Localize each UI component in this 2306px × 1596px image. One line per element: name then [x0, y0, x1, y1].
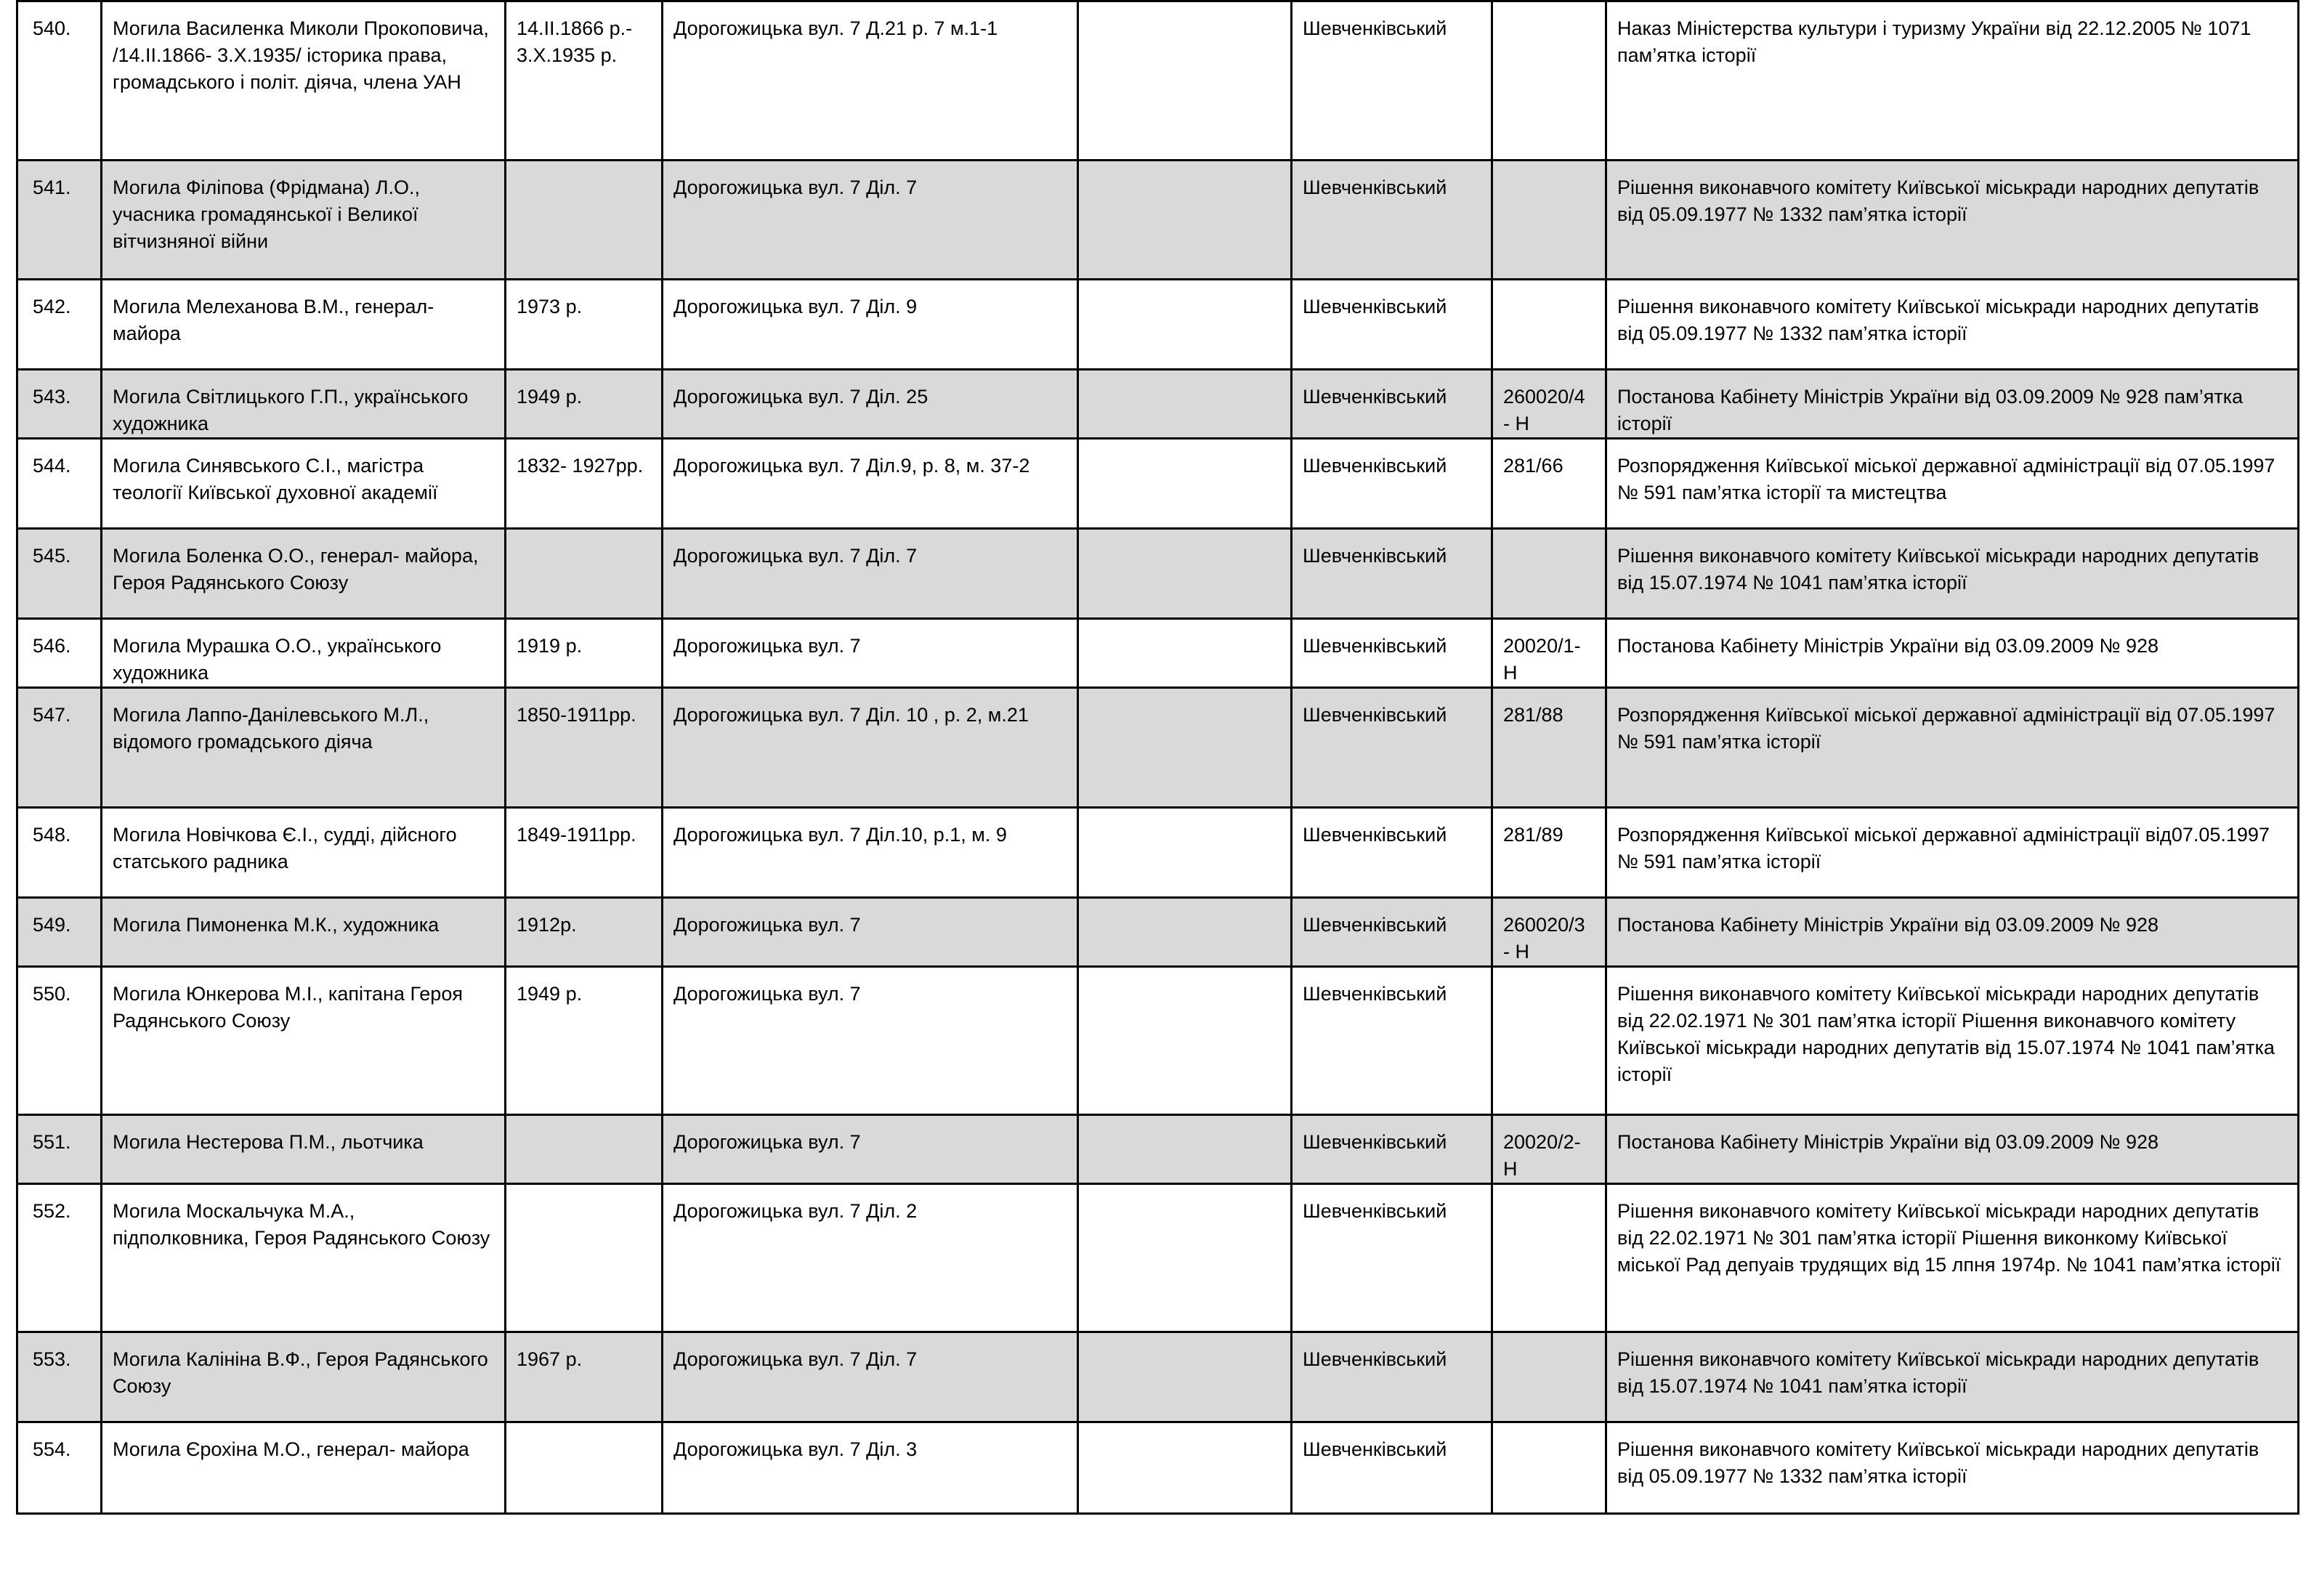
table-row [17, 1332, 2299, 1422]
empty-cell [1078, 529, 1292, 619]
empty-cell [1078, 1184, 1292, 1332]
protection-code: 281/89 [1492, 808, 1606, 898]
empty-cell [1078, 1422, 1292, 1514]
row-number: 546. [17, 619, 102, 688]
legal-document: Постанова Кабінету Міністрів України від 03.09.2009 № 928 пам’ятка історії [1606, 370, 2299, 439]
protection-code [1492, 161, 1606, 280]
grave-dates [506, 1184, 663, 1332]
grave-name: Могила Світлицького Г.П., українського художника [102, 370, 506, 439]
table-row [17, 898, 2299, 967]
legal-document: Рішення виконавчого комітету Київської міськради народних депутатів від 05.09.1977 № 1332 пам’ятка історії [1606, 161, 2299, 280]
district: Шевченківський [1292, 1422, 1492, 1514]
district: Шевченківський [1292, 688, 1492, 808]
legal-document: Рішення виконавчого комітету Київської міськради народних депутатів від 05.09.1977 № 1332 пам’ятка історії [1606, 1422, 2299, 1514]
grave-name: Могила Юнкерова М.І., капітана Героя Радянського Союзу [102, 967, 506, 1115]
grave-name: Могила Мурашка О.О., українського художника [102, 619, 506, 688]
district: Шевченківський [1292, 1332, 1492, 1422]
row-number: 542. [17, 280, 102, 370]
table-row [17, 1422, 2299, 1514]
row-number: 549. [17, 898, 102, 967]
table-row [17, 1184, 2299, 1332]
grave-dates [506, 1422, 663, 1514]
grave-dates: 1973 р. [506, 280, 663, 370]
empty-cell [1078, 619, 1292, 688]
empty-cell [1078, 967, 1292, 1115]
table-row [17, 161, 2299, 280]
row-number: 552. [17, 1184, 102, 1332]
row-number: 551. [17, 1115, 102, 1184]
empty-cell [1078, 370, 1292, 439]
grave-dates [506, 161, 663, 280]
grave-address: Дорогожицька вул. 7 [663, 619, 1078, 688]
protection-code: 281/66 [1492, 439, 1606, 529]
grave-address: Дорогожицька вул. 7 Діл. 9 [663, 280, 1078, 370]
protection-code [1492, 1332, 1606, 1422]
table-row [17, 529, 2299, 619]
protection-code [1492, 280, 1606, 370]
grave-dates: 1832- 1927рр. [506, 439, 663, 529]
legal-document: Рішення виконавчого комітету Київської міськради народних депутатів від 22.02.1971 № 301 пам’ятка історії Рішення виконкому Київської міської Рад депуаів трудящих від 15 лпня 1974р. № 1041 пам’ятка історії [1606, 1184, 2299, 1332]
protection-code: 260020/3 - Н [1492, 898, 1606, 967]
grave-dates: 1849-1911рр. [506, 808, 663, 898]
protection-code: 20020/1- Н [1492, 619, 1606, 688]
row-number: 548. [17, 808, 102, 898]
grave-dates [506, 529, 663, 619]
grave-address: Дорогожицька вул. 7 [663, 967, 1078, 1115]
protection-code [1492, 1422, 1606, 1514]
legal-document: Наказ Міністерства культури і туризму України від 22.12.2005 № 1071 пам’ятка історії [1606, 1, 2299, 161]
district: Шевченківський [1292, 1115, 1492, 1184]
grave-dates: 1912р. [506, 898, 663, 967]
empty-cell [1078, 898, 1292, 967]
district: Шевченківський [1292, 370, 1492, 439]
row-number: 544. [17, 439, 102, 529]
row-number: 554. [17, 1422, 102, 1514]
protection-code [1492, 529, 1606, 619]
grave-name: Могила Мелеханова В.М., генерал- майора [102, 280, 506, 370]
district: Шевченківський [1292, 161, 1492, 280]
row-number: 545. [17, 529, 102, 619]
district: Шевченківський [1292, 898, 1492, 967]
table-row [17, 439, 2299, 529]
legal-document: Рішення виконавчого комітету Київської міськради народних депутатів від 15.07.1974 № 1041 пам’ятка історії [1606, 529, 2299, 619]
grave-name: Могила Нестерова П.М., льотчика [102, 1115, 506, 1184]
district: Шевченківський [1292, 439, 1492, 529]
row-number: 553. [17, 1332, 102, 1422]
district: Шевченківський [1292, 808, 1492, 898]
legal-document: Розпорядження Київської міської державної адміністрації від 07.05.1997 № 591 пам’ятка історії [1606, 688, 2299, 808]
protection-code [1492, 967, 1606, 1115]
district: Шевченківський [1292, 967, 1492, 1115]
grave-dates: 1919 р. [506, 619, 663, 688]
grave-address: Дорогожицька вул. 7 Діл. 3 [663, 1422, 1078, 1514]
legal-document: Постанова Кабінету Міністрів України від 03.09.2009 № 928 [1606, 898, 2299, 967]
grave-name: Могила Пимоненка М.К., художника [102, 898, 506, 967]
monuments-table [16, 0, 2299, 1515]
table-row [17, 808, 2299, 898]
row-number: 543. [17, 370, 102, 439]
table-row [17, 1115, 2299, 1184]
grave-dates: 1949 р. [506, 967, 663, 1115]
grave-address: Дорогожицька вул. 7 Діл. 25 [663, 370, 1078, 439]
grave-address: Дорогожицька вул. 7 Діл. 7 [663, 529, 1078, 619]
grave-address: Дорогожицька вул. 7 Д.21 р. 7 м.1-1 [663, 1, 1078, 161]
grave-name: Могила Новічкова Є.І., судді, дійсного статського радника [102, 808, 506, 898]
grave-name: Могила Філіпова (Фрідмана) Л.О., учасника громадянської і Великої вітчизняної війни [102, 161, 506, 280]
table-row [17, 280, 2299, 370]
district: Шевченківський [1292, 1184, 1492, 1332]
district: Шевченківський [1292, 619, 1492, 688]
grave-name: Могила Калініна В.Ф., Героя Радянського Союзу [102, 1332, 506, 1422]
table-row [17, 619, 2299, 688]
legal-document: Постанова Кабінету Міністрів України від 03.09.2009 № 928 [1606, 619, 2299, 688]
protection-code [1492, 1184, 1606, 1332]
table-row [17, 688, 2299, 808]
legal-document: Рішення виконавчого комітету Київської міськради народних депутатів від 22.02.1971 № 301 пам’ятка історії Рішення виконавчого комітету Київської міськради народних депутатів від 15.07.1974 № 1041 пам’ятка історії [1606, 967, 2299, 1115]
row-number: 540. [17, 1, 102, 161]
table-row [17, 370, 2299, 439]
grave-name: Могила Василенка Миколи Прокоповича, /14.ІІ.1866- 3.Х.1935/ історика права, громадського і політ. діяча, члена УАН [102, 1, 506, 161]
grave-dates [506, 1115, 663, 1184]
grave-address: Дорогожицька вул. 7 Діл.10, р.1, м. 9 [663, 808, 1078, 898]
grave-name: Могила Синявського С.І., магістра теології Київської духовної академії [102, 439, 506, 529]
grave-name: Могила Лаппо-Данілевського М.Л., відомого громадського діяча [102, 688, 506, 808]
legal-document: Постанова Кабінету Міністрів України від 03.09.2009 № 928 [1606, 1115, 2299, 1184]
grave-address: Дорогожицька вул. 7 [663, 1115, 1078, 1184]
empty-cell [1078, 1115, 1292, 1184]
protection-code: 20020/2- Н [1492, 1115, 1606, 1184]
grave-address: Дорогожицька вул. 7 [663, 898, 1078, 967]
empty-cell [1078, 808, 1292, 898]
grave-address: Дорогожицька вул. 7 Діл. 7 [663, 161, 1078, 280]
grave-address: Дорогожицька вул. 7 Діл. 2 [663, 1184, 1078, 1332]
empty-cell [1078, 688, 1292, 808]
grave-dates: 1949 р. [506, 370, 663, 439]
empty-cell [1078, 1332, 1292, 1422]
empty-cell [1078, 280, 1292, 370]
district: Шевченківський [1292, 1, 1492, 161]
legal-document: Рішення виконавчого комітету Київської міськради народних депутатів від 15.07.1974 № 1041 пам’ятка історії [1606, 1332, 2299, 1422]
district: Шевченківський [1292, 529, 1492, 619]
grave-address: Дорогожицька вул. 7 Діл.9, р. 8, м. 37-2 [663, 439, 1078, 529]
district: Шевченківський [1292, 280, 1492, 370]
protection-code [1492, 1, 1606, 161]
empty-cell [1078, 439, 1292, 529]
protection-code: 260020/4 - Н [1492, 370, 1606, 439]
legal-document: Розпорядження Київської міської державної адміністрації від 07.05.1997 № 591 пам’ятка історії та мистецтва [1606, 439, 2299, 529]
grave-address: Дорогожицька вул. 7 Діл. 7 [663, 1332, 1078, 1422]
legal-document: Розпорядження Київської міської державної адміністрації від07.05.1997 № 591 пам’ятка історії [1606, 808, 2299, 898]
grave-dates: 1850-1911рр. [506, 688, 663, 808]
table-row [17, 967, 2299, 1115]
empty-cell [1078, 161, 1292, 280]
table-row [17, 1, 2299, 161]
grave-name: Могила Москальчука М.А., підполковника, Героя Радянського Союзу [102, 1184, 506, 1332]
grave-dates: 1967 р. [506, 1332, 663, 1422]
grave-address: Дорогожицька вул. 7 Діл. 10 , р. 2, м.21 [663, 688, 1078, 808]
row-number: 541. [17, 161, 102, 280]
empty-cell [1078, 1, 1292, 161]
row-number: 547. [17, 688, 102, 808]
grave-dates: 14.ІІ.1866 р.- 3.Х.1935 р. [506, 1, 663, 161]
protection-code: 281/88 [1492, 688, 1606, 808]
legal-document: Рішення виконавчого комітету Київської міськради народних депутатів від 05.09.1977 № 1332 пам’ятка історії [1606, 280, 2299, 370]
grave-name: Могила Боленка О.О., генерал- майора, Героя Радянського Союзу [102, 529, 506, 619]
row-number: 550. [17, 967, 102, 1115]
grave-name: Могила Єрохіна М.О., генерал- майора [102, 1422, 506, 1514]
